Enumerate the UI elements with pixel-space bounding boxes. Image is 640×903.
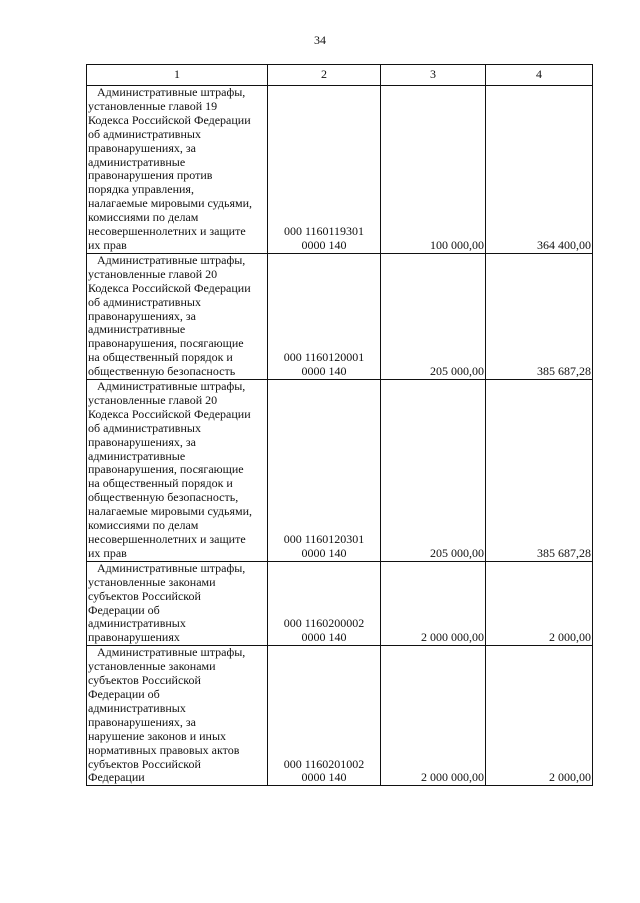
table-row bbox=[87, 86, 593, 254]
row-col3-cell: 2 000 000,00 bbox=[381, 561, 486, 645]
row-col3-cell: 100 000,00 bbox=[381, 86, 486, 254]
column-header-4: 4 bbox=[486, 65, 593, 86]
column-header-1: 1 bbox=[87, 65, 268, 86]
row-code-cell: 000 1160120001 0000 140 bbox=[268, 253, 381, 379]
table-row bbox=[87, 253, 593, 379]
row-name-rest: установленные главой 19 Кодекса Российской Федерации об административных правонарушениях, за административные правонарушения против порядка управления, налагаемые мировыми судьями, комиссиями по делам несовершеннолетних и защите их прав bbox=[88, 98, 253, 252]
row-col3-cell: 2 000 000,00 bbox=[381, 646, 486, 786]
row-name-rest: установленные законами субъектов Российской Федерации об административных правонарушениях, за нарушение законов и иных нормативных правовых актов субъектов Российской Федерации bbox=[88, 659, 240, 785]
row-col3-cell: 205 000,00 bbox=[381, 380, 486, 562]
table-row bbox=[87, 646, 593, 786]
row-name-first-line: Административные штрафы, bbox=[97, 379, 246, 394]
row-code-cell: 000 1160119301 0000 140 bbox=[268, 86, 381, 254]
page-number: 34 bbox=[314, 33, 326, 47]
row-col4-cell: 2 000,00 bbox=[486, 646, 593, 786]
row-col4-cell: 364 400,00 bbox=[486, 86, 593, 254]
row-col4-cell: 2 000,00 bbox=[486, 561, 593, 645]
row-name-rest: установленные главой 20 Кодекса Российской Федерации об административных правонарушениях, за административные правонарушения, посягающие на общественный порядок и общественную безопасность bbox=[88, 266, 251, 379]
row-code-cell: 000 1160201002 0000 140 bbox=[268, 646, 381, 786]
table-row bbox=[87, 380, 593, 562]
column-header-3: 3 bbox=[381, 65, 486, 86]
row-code-cell: 000 1160200002 0000 140 bbox=[268, 561, 381, 645]
row-name-first-line: Административные штрафы, bbox=[97, 645, 246, 660]
row-code-cell: 000 1160120301 0000 140 bbox=[268, 380, 381, 562]
row-col4-cell: 385 687,28 bbox=[486, 253, 593, 379]
row-name-cell bbox=[87, 646, 268, 786]
row-name-first-line: Административные штрафы, bbox=[97, 560, 246, 575]
row-col4-cell: 385 687,28 bbox=[486, 380, 593, 562]
row-name-rest: установленные главой 20 Кодекса Российской Федерации об административных правонарушениях, за административные правонарушения, посягающие на общественный порядок и общественную безопасность, налагаемые мировыми судьями, комиссиями по делам несовершеннолетних и защите их прав bbox=[88, 392, 253, 560]
row-name-rest: установленные законами субъектов Российской Федерации об административных правонарушениях bbox=[88, 574, 216, 645]
row-name-cell bbox=[87, 561, 268, 645]
revenue-table bbox=[86, 64, 593, 786]
column-header-2: 2 bbox=[268, 65, 381, 86]
row-name-first-line: Административные штрафы, bbox=[97, 85, 246, 99]
row-name-cell bbox=[87, 86, 268, 254]
table-header-row bbox=[87, 65, 593, 86]
row-name-first-line: Административные штрафы, bbox=[97, 252, 246, 267]
row-name-cell bbox=[87, 380, 268, 562]
table-row bbox=[87, 561, 593, 645]
row-col3-cell: 205 000,00 bbox=[381, 253, 486, 379]
row-name-cell bbox=[87, 253, 268, 379]
